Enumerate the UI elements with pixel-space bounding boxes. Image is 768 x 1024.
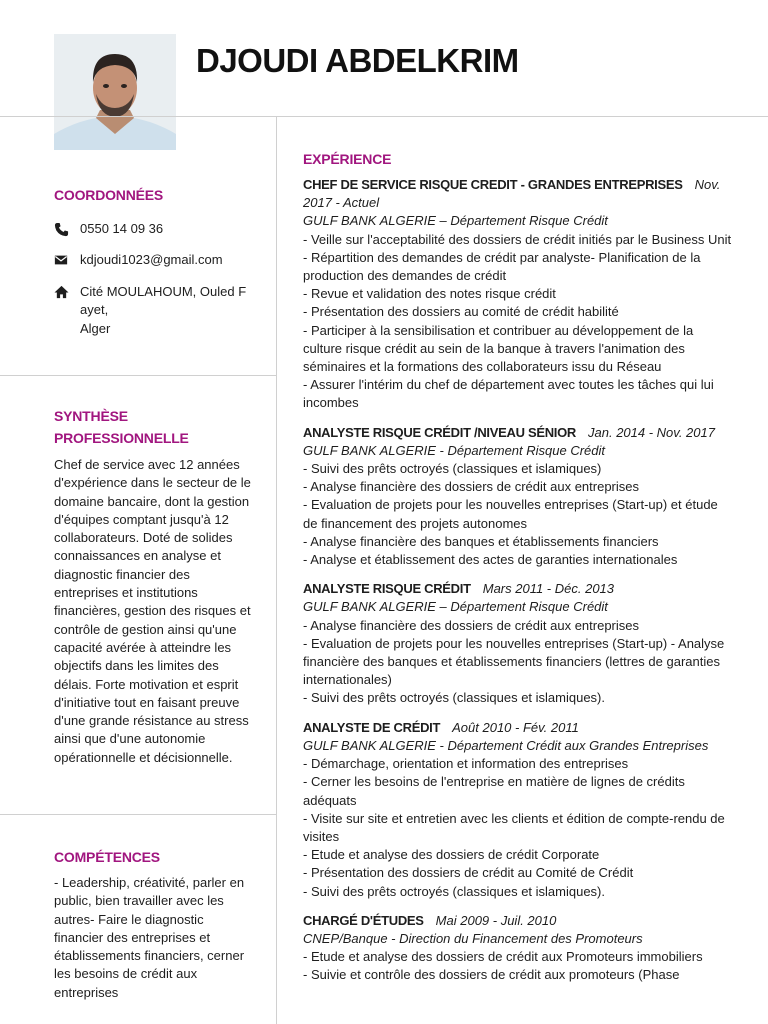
synthesis-section-title <box>54 405 189 449</box>
job-bullet: - Cerner les besoins de l'entreprise en matière de lignes de crédits adéquats <box>303 774 685 808</box>
skills-text: - Leadership, créativité, parler en public, bien travailler avec les autres- Faire le diagnostic financier des entreprises et établissements financiers, cerner les besoins de crédit aux entreprises <box>54 875 245 1000</box>
phone-icon <box>54 220 80 242</box>
synthesis-text: Chef de service avec 12 années d'expérience dans le secteur de le domaine bancaire, dont la gestion d'équipes comptant jusqu'à 12 collaborateurs. Doté de solides connaissances en analyse et diagnostic financier des entreprises et institutions financières, gestion des risques et contrôle de gestion ainsi qu'une capacité avérée à atteindre les objectifs dans les limites des délais. Forte motivation et esprit d'initiative tout en faisant preuve d'une grande résistance au stress ainsi que d'une autonomie opérationnelle et décisionnelle. <box>54 457 251 765</box>
job-bullet: - Assurer l'intérim du chef de département avec toutes les tâches qui lui incombes <box>303 377 714 411</box>
address-row <box>54 283 264 338</box>
job-title: ANALYSTE DE CRÉDIT <box>303 719 441 735</box>
job-header <box>303 176 735 212</box>
phone-number[interactable]: 0550 14 09 36 <box>80 221 164 236</box>
experience-section <box>303 148 735 996</box>
address-text <box>80 283 255 338</box>
job-date: Nov. 2017 - Actuel <box>303 177 721 211</box>
contact-section-title: COORDONNÉES <box>54 187 164 203</box>
experience-section-title: EXPÉRIENCE <box>303 151 392 167</box>
job-bullet: - Analyse financière des dossiers de crédit aux entreprises <box>303 479 640 495</box>
job-bullet: - Présentation des dossiers au comité de crédit habilité <box>303 304 619 320</box>
job-bullet: - Veille sur l'acceptabilité des dossiers de crédit initiés par le Business Unit <box>303 231 732 247</box>
job-entry <box>303 719 735 901</box>
job-header <box>303 912 735 930</box>
job-header <box>303 424 735 442</box>
job-entry <box>303 580 735 707</box>
synthesis-title-line-2: PROFESSIONNELLE <box>54 430 189 446</box>
job-list <box>303 176 735 985</box>
header-divider <box>0 116 768 117</box>
job-bullet: - Etude et analyse des dossiers de crédit Corporate <box>303 847 600 863</box>
email-address[interactable]: kdjoudi1023@gmail.com <box>80 252 223 267</box>
envelope-icon <box>54 251 80 272</box>
job-company: GULF BANK ALGERIE - Département Risque Crédit <box>303 442 606 458</box>
job-title: ANALYSTE RISQUE CRÉDIT <box>303 581 471 597</box>
job-company: GULF BANK ALGERIE – Département Risque Crédit <box>303 599 608 615</box>
job-company: GULF BANK ALGERIE - Département Crédit aux Grandes Entreprises <box>303 737 709 753</box>
job-company: GULF BANK ALGERIE – Département Risque Crédit <box>303 213 608 229</box>
job-bullet: - Analyse financière des dossiers de crédit aux entreprises <box>303 617 640 633</box>
job-bullet: - Suivi des prêts octroyés (classiques et islamiques) <box>303 461 602 477</box>
job-entry <box>303 424 735 570</box>
home-icon <box>54 283 80 338</box>
job-date: Mai 2009 - Juil. 2010 <box>435 912 557 928</box>
job-bullet: - Revue et validation des notes risque crédit <box>303 286 556 302</box>
job-date: Jan. 2014 - Nov. 2017 <box>588 424 715 440</box>
job-header <box>303 719 735 737</box>
job-bullet: - Suivie et contrôle des dossiers de crédit aux promoteurs (Phase <box>303 967 680 983</box>
job-entry <box>303 176 735 413</box>
job-header <box>303 580 735 598</box>
job-date: Mars 2011 - Déc. 2013 <box>482 581 615 597</box>
skills-section-title: COMPÉTENCES <box>54 849 160 865</box>
address-line-2: ayet, <box>80 302 109 318</box>
job-bullet: - Visite sur site et entretien avec les clients et édition de compte-rendu de visites <box>303 810 725 844</box>
job-bullet: - Analyse financière des banques et établissements financiers <box>303 533 659 549</box>
job-bullet: - Evaluation de projets pour les nouvelles entreprises (Start-up) et étude de financement des projets autonomes <box>303 497 718 531</box>
job-company: CNEP/Banque - Direction du Financement des Promoteurs <box>303 930 643 946</box>
address-line-3: Alger <box>80 320 111 336</box>
profile-photo <box>54 34 176 150</box>
job-bullet: - Participer à la sensibilisation et contribuer au développement de la culture risque crédit au sein de la banque à travers l'animation des séminaires et la formations des collaborateurs issu du Réseau <box>303 322 694 375</box>
job-entry <box>303 912 735 985</box>
job-title: ANALYSTE RISQUE CRÉDIT /NIVEAU SÉNIOR <box>303 424 577 440</box>
job-bullet: - Présentation des dossiers de crédit au Comité de Crédit <box>303 865 634 881</box>
column-divider <box>276 117 277 1024</box>
job-date: Août 2010 - Fév. 2011 <box>452 719 579 735</box>
synthesis-title-line-1: SYNTHÈSE <box>54 408 128 424</box>
job-bullet: - Analyse et établissement des actes de garanties internationales <box>303 552 678 568</box>
phone-row <box>54 220 264 242</box>
job-bullet: - Démarchage, orientation et information des entreprises <box>303 756 629 772</box>
job-bullet: - Suivi des prêts octroyés (classiques et islamiques). <box>303 690 606 706</box>
left-divider-2 <box>0 814 276 815</box>
left-divider-1 <box>0 375 276 376</box>
job-bullet: - Evaluation de projets pour les nouvelles entreprises (Start-up) - Analyse financière des banques et établissements financiers (lettres de garanties internationales) <box>303 635 725 688</box>
job-bullet: - Répartition des demandes de crédit par analyste- Planification de la production des demandes de crédit <box>303 249 701 284</box>
job-bullet: - Suivi des prêts octroyés (classiques et islamiques). <box>303 883 606 899</box>
address-line-1: Cité MOULAHOUM, Ouled F <box>80 284 247 299</box>
job-bullet: - Etude et analyse des dossiers de crédit aux Promoteurs immobiliers <box>303 949 703 965</box>
candidate-name: DJOUDI ABDELKRIM <box>196 42 519 79</box>
job-title: CHARGÉ D'ÉTUDES <box>303 912 424 928</box>
job-title: CHEF DE SERVICE RISQUE CREDIT - GRANDES ENTREPRISES <box>303 177 683 192</box>
email-row <box>54 251 264 272</box>
